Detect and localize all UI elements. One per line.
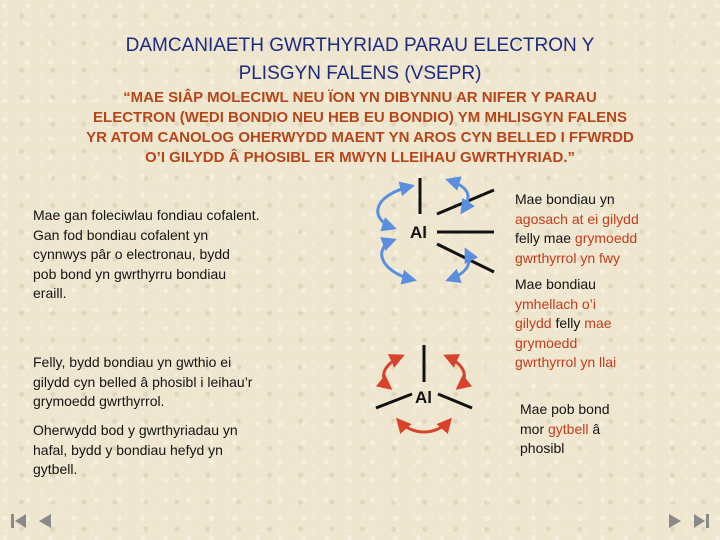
- right-b2-line: [515, 314, 715, 334]
- atom-label-top: Al: [410, 223, 427, 242]
- right-b1-line: Mae bondiau yn: [515, 191, 615, 207]
- next-slide-button[interactable]: [664, 510, 686, 532]
- subtitle-line-1: “MAE SIÂP MOLECIWL NEU ÏON YN DIBYNNU AR NIFER Y PARAU: [123, 89, 597, 106]
- right-b1-highlight: grymoedd: [574, 230, 638, 246]
- right-b1-line: agosach at ei gilydd: [515, 210, 639, 227]
- last-slide-button[interactable]: [690, 510, 712, 532]
- right-b3-text: mor: [520, 420, 548, 437]
- subtitle-line-4: O’I GILYDD Â PHOSIBL ER MWYN LLEIHAU GWRTHYRIAD.”: [144, 149, 575, 166]
- left-p1-line: eraill.: [33, 285, 67, 301]
- left-p1-line: Mae gan foleciwlau fondiau cofalent.: [33, 207, 260, 223]
- right-b2-line: gwrthyrrol yn llai: [515, 354, 617, 370]
- red-repulsion-arrow: [398, 420, 450, 432]
- subtitle-line-2: ELECTRON (WEDI BONDIO NEU HEB EU BONDIO) YM MHLISGYN FALENS: [93, 109, 627, 126]
- right-b2-text: felly: [551, 315, 585, 331]
- left-p2-line: grymoedd gwrthyrrol.: [33, 393, 165, 409]
- title-line-2: PLISGYN FALENS (VSEPR): [238, 63, 482, 84]
- left-p2-line: Felly, bydd bondiau yn gwthio ei: [33, 354, 232, 370]
- right-b2-highlight: gilydd: [515, 315, 552, 331]
- next-arrow-icon: [664, 510, 686, 532]
- left-p1-line: pob bond yn gwrthyrru bondiau: [33, 265, 227, 282]
- first-slide-icon: [8, 510, 30, 532]
- last-slide-icon: [690, 510, 712, 532]
- right-b3-line: phosibl: [520, 440, 565, 456]
- title-line-1: DAMCANIAETH GWRTHYRIAD PARAU ELECTRON Y: [125, 35, 595, 56]
- left-p3-line: hafal, bydd y bondiau hefyd yn: [33, 441, 223, 458]
- top-molecule-bonds: [420, 178, 494, 272]
- right-b1-text: felly mae: [515, 230, 575, 246]
- left-p3-line: gytbell.: [33, 461, 78, 477]
- left-p1-line: Gan fod bondiau cofalent yn: [33, 226, 209, 243]
- prev-arrow-icon: [34, 510, 56, 532]
- right-b3-text: â: [588, 420, 601, 437]
- left-p2-line: gilydd cyn belled â phosibl i leihau’r: [33, 373, 253, 390]
- prev-slide-button[interactable]: [34, 510, 56, 532]
- left-p1-line: cynnwys pâr o electronau, bydd: [33, 246, 230, 262]
- red-repulsion-arrow: [384, 356, 402, 388]
- right-block-1: [515, 190, 715, 268]
- right-b3-highlight: gytbell: [548, 420, 589, 437]
- left-p3-line: Oherwydd bod y gwrthyriadau yn: [33, 422, 238, 438]
- right-b1-line: gwrthyrrol yn fwy: [515, 249, 621, 266]
- right-b2-highlight: mae: [584, 315, 612, 331]
- right-b2-line: Mae bondiau: [515, 276, 596, 292]
- right-b2-line: ymhellach o’i: [515, 295, 596, 312]
- right-b3-line: Mae pob bond: [520, 401, 610, 417]
- blue-repulsion-arrow: [382, 240, 414, 280]
- right-block-3: [520, 400, 710, 459]
- red-repulsion-arrow: [446, 356, 464, 388]
- blue-repulsion-arrow: [378, 186, 412, 228]
- right-b3-line: [520, 420, 710, 440]
- subtitle-line-3: YR ATOM CANOLOG OHERWYDD MAENT YN AROS CYN BELLED I FFWRDD: [86, 129, 634, 146]
- first-slide-button[interactable]: [8, 510, 30, 532]
- atom-label-bottom: Al: [415, 388, 432, 407]
- right-b1-line: [515, 229, 715, 249]
- right-b2-line: grymoedd: [515, 334, 578, 351]
- right-block-2: [515, 275, 715, 373]
